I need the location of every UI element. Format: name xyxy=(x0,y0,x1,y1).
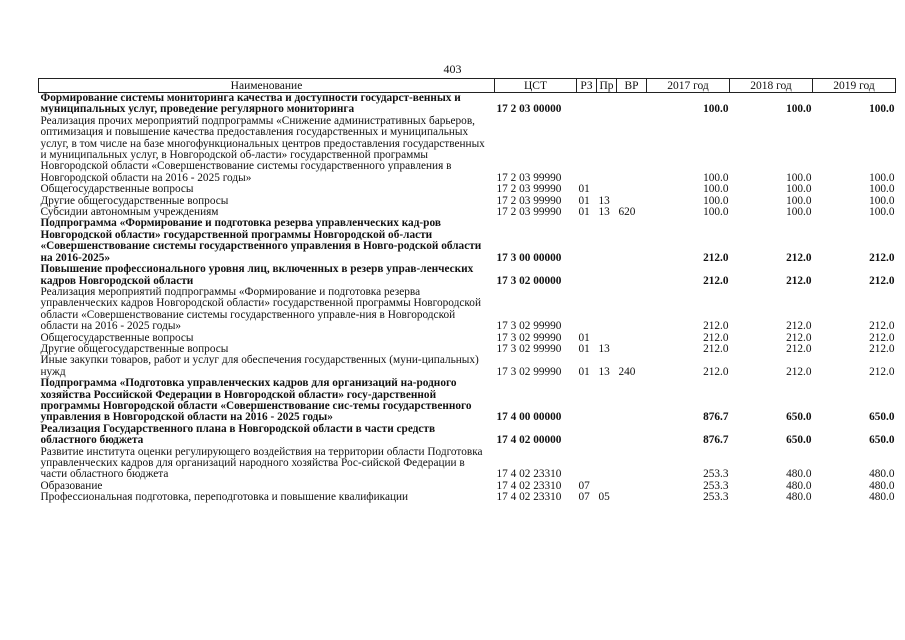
cell-2018: 650.0 xyxy=(786,411,812,424)
cell-pr xyxy=(597,424,617,447)
table-body xyxy=(39,93,896,504)
table-row xyxy=(39,116,896,184)
cell-pr: 13 xyxy=(598,206,610,219)
cell-vr xyxy=(617,424,647,447)
cell-name: Субсидии автономным учреждениям xyxy=(40,206,219,219)
cell-2017: 253.3 xyxy=(703,468,729,481)
column-header-2017: 2017 год xyxy=(647,79,730,93)
cell-2019: 100.0 xyxy=(869,194,895,207)
cell-name: Подпрограмма «Формирование и подготовка резерва управленческих кад-ров Новгородской области» государственной программы Новгородской об-ласти «Совершенствование системы государственного управления в Новго-родской области на 2016-2025» xyxy=(40,217,482,264)
cell-2017: 212.0 xyxy=(703,274,729,287)
cell-cst: 17 3 00 00000 xyxy=(496,251,562,264)
cell-2019: 212.0 xyxy=(869,251,895,264)
table-row xyxy=(39,287,896,333)
cell-rz: 01 xyxy=(578,331,590,344)
cell-2017: 100.0 xyxy=(703,103,729,116)
cell-2018: 212.0 xyxy=(786,274,812,287)
cell-vr xyxy=(617,184,647,195)
cell-vr xyxy=(617,93,647,116)
cell-vr xyxy=(617,116,647,184)
cell-2018: 480.0 xyxy=(786,479,812,492)
cell-pr: 13 xyxy=(598,194,610,207)
table-row xyxy=(39,424,896,447)
budget-table xyxy=(38,78,896,504)
table-row xyxy=(39,355,896,378)
cell-pr xyxy=(597,184,617,195)
cell-cst: 17 2 03 99990 xyxy=(496,206,562,219)
cell-rz: 07 xyxy=(578,491,590,504)
cell-cst: 17 2 03 99990 xyxy=(496,171,562,184)
cell-2018: 212.0 xyxy=(786,342,812,355)
cell-rz: 01 xyxy=(578,183,590,196)
cell-rz: 07 xyxy=(578,479,590,492)
cell-2019: 650.0 xyxy=(869,411,895,424)
cell-name: Общегосударственные вопросы xyxy=(40,331,194,344)
cell-2017: 100.0 xyxy=(703,194,729,207)
cell-2017: 253.3 xyxy=(703,491,729,504)
cell-vr xyxy=(617,481,647,492)
cell-2019: 480.0 xyxy=(869,468,895,481)
cell-2018: 100.0 xyxy=(786,103,812,116)
cell-name: Иные закупки товаров, работ и услуг для обеспечения государственных (муни-ципальных) нужд xyxy=(40,354,479,378)
cell-rz xyxy=(577,447,597,481)
cell-rz: 01 xyxy=(578,194,590,207)
page-number: 403 xyxy=(443,62,462,76)
column-header-name: Наименование xyxy=(39,79,495,93)
cell-2018: 212.0 xyxy=(786,251,812,264)
cell-vr: 240 xyxy=(618,365,636,378)
cell-vr xyxy=(617,218,647,264)
cell-pr xyxy=(597,116,617,184)
cell-2017: 212.0 xyxy=(703,365,729,378)
cell-name: Профессиональная подготовка, переподготовка и повышение квалификации xyxy=(40,491,409,504)
cell-cst: 17 3 02 99990 xyxy=(496,331,562,344)
cell-rz: 01 xyxy=(578,365,590,378)
cell-pr: 05 xyxy=(598,491,610,504)
cell-2018: 100.0 xyxy=(786,206,812,219)
cell-name: Реализация Государственного плана в Новгородской области в части средств областного бюджета xyxy=(40,422,436,447)
cell-pr xyxy=(597,218,617,264)
cell-pr xyxy=(597,93,617,116)
cell-2018: 100.0 xyxy=(786,194,812,207)
cell-2018: 212.0 xyxy=(786,365,812,378)
cell-name: Реализация прочих мероприятий подпрограммы «Снижение административных барьеров, оптимизация и повышение качества предоставления государственных и муниципальных услуг, в том числе на базе многофункциональных центров предоставления государственных и муниципальных услуг, в Новгородской об-ласти» государственной программы Новгородской области «Совершенствование системы государственного управления в Новгородской области на 2016 - 2025 годы» xyxy=(40,114,485,184)
cell-pr: 13 xyxy=(598,365,610,378)
cell-vr xyxy=(617,287,647,333)
table-row xyxy=(39,184,896,195)
cell-2019: 100.0 xyxy=(869,183,895,196)
cell-rz xyxy=(577,424,597,447)
cell-name: Образование xyxy=(40,479,103,492)
table-row xyxy=(39,447,896,481)
cell-pr xyxy=(597,378,617,424)
cell-name: Подпрограмма «Подготовка управленческих кадров для организаций на-родного хозяйства Российской Федерации в Новгородской области» госу-дарственной программы Новгородской области «Совершенствование сис-темы государственного управления в Новгородской области на 2016 - 2025 годы» xyxy=(40,377,472,424)
cell-cst: 17 2 03 00000 xyxy=(496,103,562,116)
cell-pr: 13 xyxy=(598,342,610,355)
cell-2017: 212.0 xyxy=(703,251,729,264)
cell-vr xyxy=(617,492,647,503)
cell-vr xyxy=(617,333,647,344)
cell-vr xyxy=(617,264,647,287)
cell-2017: 876.7 xyxy=(703,434,729,447)
cell-2019: 212.0 xyxy=(869,274,895,287)
table-row xyxy=(39,378,896,424)
cell-name: Другие общегосударственные вопросы xyxy=(40,194,229,207)
cell-2019: 480.0 xyxy=(869,491,895,504)
cell-2018: 650.0 xyxy=(786,434,812,447)
cell-name: Развитие института оценки регулирующего воздействия на территории области Подготовка управленческих кадров для организаций народного хозяйства Рос-сийской Федерации в части областного бюджета xyxy=(40,445,483,481)
cell-2019: 212.0 xyxy=(869,331,895,344)
column-header-2019: 2019 год xyxy=(813,79,896,93)
cell-2018: 212.0 xyxy=(786,320,812,333)
cell-2018: 480.0 xyxy=(786,491,812,504)
cell-pr xyxy=(597,447,617,481)
column-header-2018: 2018 год xyxy=(730,79,813,93)
cell-2017: 876.7 xyxy=(703,411,729,424)
cell-2018: 100.0 xyxy=(786,171,812,184)
table-row xyxy=(39,218,896,264)
cell-2017: 212.0 xyxy=(703,342,729,355)
cell-2019: 100.0 xyxy=(869,103,895,116)
cell-2018: 212.0 xyxy=(786,331,812,344)
cell-vr xyxy=(617,378,647,424)
table-row xyxy=(39,264,896,287)
cell-2019: 100.0 xyxy=(869,206,895,219)
cell-name: Другие общегосударственные вопросы xyxy=(40,342,229,355)
cell-rz xyxy=(577,378,597,424)
cell-cst: 17 2 03 99990 xyxy=(496,194,562,207)
cell-2019: 212.0 xyxy=(869,365,895,378)
cell-cst: 17 3 02 99990 xyxy=(496,320,562,333)
cell-name: Формирование системы мониторинга качества и доступности государст-венных и муниципальных услуг, проведение регулярного мониторинга xyxy=(40,92,461,116)
cell-cst: 17 4 00 00000 xyxy=(496,411,562,424)
cell-2019: 212.0 xyxy=(869,342,895,355)
cell-cst: 17 4 02 23310 xyxy=(496,468,562,481)
cell-rz xyxy=(577,287,597,333)
cell-2018: 480.0 xyxy=(786,468,812,481)
cell-2017: 100.0 xyxy=(703,206,729,219)
cell-pr xyxy=(597,264,617,287)
cell-2019: 100.0 xyxy=(869,171,895,184)
cell-rz: 01 xyxy=(578,206,590,219)
column-header-rz: РЗ xyxy=(577,79,597,93)
cell-cst: 17 4 02 23310 xyxy=(496,491,562,504)
cell-cst: 17 4 02 00000 xyxy=(496,434,562,447)
table-row xyxy=(39,93,896,116)
cell-2018: 100.0 xyxy=(786,183,812,196)
cell-vr xyxy=(617,344,647,355)
cell-vr xyxy=(617,447,647,481)
cell-rz xyxy=(577,218,597,264)
column-header-cst: ЦСТ xyxy=(495,79,577,93)
cell-name: Общегосударственные вопросы xyxy=(40,183,194,196)
cell-name: Реализация мероприятий подпрограммы «Формирование и подготовка резерва управленческих кадров Новгородской области» государственной программы Новгородской области «Совершенствование системы государственного управле-ния в Новгородской области на 2016 - 2025 годы» xyxy=(40,285,481,333)
cell-2017: 212.0 xyxy=(703,320,729,333)
cell-2019: 650.0 xyxy=(869,434,895,447)
cell-rz xyxy=(577,116,597,184)
cell-2017: 100.0 xyxy=(703,171,729,184)
cell-cst: 17 2 03 99990 xyxy=(496,183,562,196)
cell-2017: 100.0 xyxy=(703,183,729,196)
column-header-pr: Пр xyxy=(597,79,617,93)
cell-2019: 212.0 xyxy=(869,320,895,333)
cell-cst: 17 3 02 99990 xyxy=(496,365,562,378)
header-row xyxy=(39,79,896,93)
cell-cst: 17 4 02 23310 xyxy=(496,479,562,492)
table-row xyxy=(39,492,896,503)
cell-2017: 212.0 xyxy=(703,331,729,344)
cell-pr xyxy=(597,287,617,333)
cell-2017: 253.3 xyxy=(703,479,729,492)
cell-2019: 480.0 xyxy=(869,479,895,492)
cell-rz xyxy=(577,93,597,116)
cell-cst: 17 3 02 00000 xyxy=(496,274,562,287)
cell-cst: 17 3 02 99990 xyxy=(496,342,562,355)
column-header-vr: ВР xyxy=(617,79,647,93)
cell-rz: 01 xyxy=(578,342,590,355)
cell-rz xyxy=(577,264,597,287)
cell-name: Повышение профессионального уровня лиц, включенных в резерв управ-ленческих кадров Новгородской области xyxy=(40,263,474,287)
cell-vr: 620 xyxy=(618,206,636,219)
